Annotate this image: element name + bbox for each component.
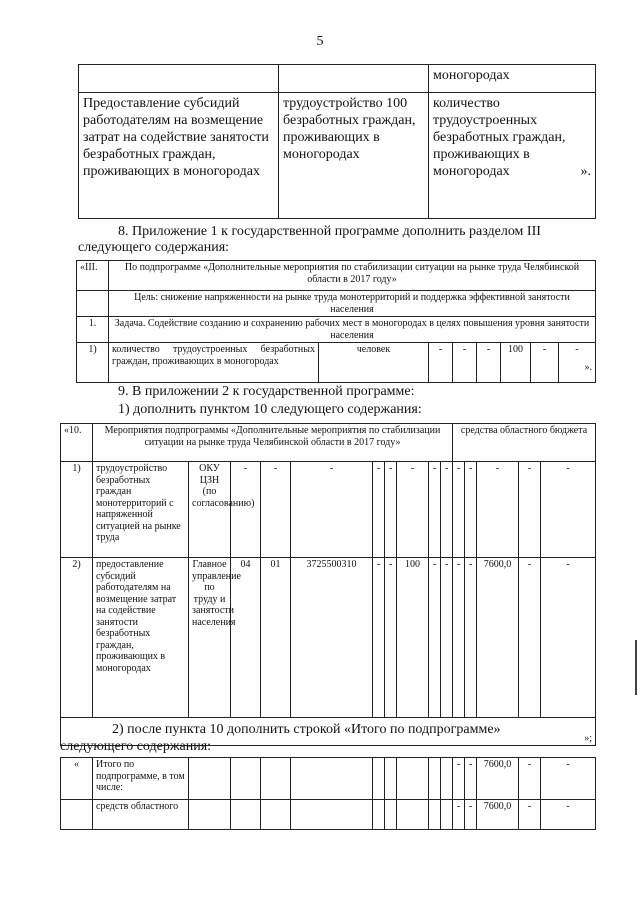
table-cell: - xyxy=(231,462,261,558)
table-cell: 04 xyxy=(231,558,261,718)
table-row xyxy=(77,261,596,291)
table-cell xyxy=(261,758,291,800)
table-cell: ОКУ ЦЗН (по согласованию) xyxy=(189,462,231,558)
table-cell: - xyxy=(441,462,453,558)
table-cell: - xyxy=(477,343,501,383)
table-cell: трудоустройство 100 безработных граждан, проживающих в моногородах xyxy=(279,93,429,219)
table-cell: - xyxy=(373,462,385,558)
table-cell xyxy=(291,800,373,830)
table-row xyxy=(77,291,596,317)
table-cell: - xyxy=(429,462,441,558)
table-cell: Главное управление по труду и занятости населения xyxy=(189,558,231,718)
cell-value: - xyxy=(575,344,579,355)
table-cell: - xyxy=(541,462,596,558)
table-cell: - xyxy=(385,558,397,718)
table-cell xyxy=(385,800,397,830)
table-cell: «10. xyxy=(61,424,93,462)
table-cell: 3725500310 xyxy=(291,558,373,718)
table-cell: - xyxy=(541,758,596,800)
paragraph-2-line2: следующего содержания: xyxy=(60,739,212,754)
measures-table xyxy=(60,423,596,746)
activities-table xyxy=(78,64,596,219)
table-cell xyxy=(397,800,429,830)
table-cell: - xyxy=(519,800,541,830)
table-cell: - xyxy=(429,558,441,718)
table-cell xyxy=(279,65,429,93)
paragraph-2-line1: 2) после пункта 10 дополнить строкой «Итого по подпрограмме» xyxy=(112,722,501,737)
table-cell: - xyxy=(291,462,373,558)
paragraph-9-line1: 9. В приложении 2 к государственной программе: xyxy=(118,384,415,399)
scan-edge-line xyxy=(635,640,637,695)
paragraph-9-line2: 1) дополнить пунктом 10 следующего содержания: xyxy=(118,402,422,417)
table-cell xyxy=(429,800,441,830)
table-cell: - xyxy=(441,558,453,718)
table-row xyxy=(61,462,596,558)
table-row xyxy=(79,65,596,93)
table-cell: - xyxy=(465,558,477,718)
table-cell: - xyxy=(453,558,465,718)
table-cell: - xyxy=(465,800,477,830)
table-cell xyxy=(441,758,453,800)
table-cell: предоставление субсидий работодателям на возмещение затрат на содействие занятости безработных граждан, проживающих в моногородах xyxy=(93,558,189,718)
table-cell: - xyxy=(453,758,465,800)
table-cell xyxy=(441,800,453,830)
closing-quote: ». xyxy=(580,164,591,180)
table-cell xyxy=(373,800,385,830)
funds-header: средства областного бюджета xyxy=(453,424,596,462)
table-cell: Предоставление субсидий работодателям на возмещение затрат на содействие занятости безработных граждан, проживающих в моногородах xyxy=(79,93,279,219)
paragraph-8-line2: следующего содержания: xyxy=(78,240,230,255)
table-cell: 01 xyxy=(261,558,291,718)
table-cell xyxy=(559,343,596,383)
table-cell: моногородах xyxy=(429,65,596,93)
totals-table xyxy=(60,757,596,830)
table-cell xyxy=(61,800,93,830)
table-cell xyxy=(373,758,385,800)
task-text: Задача. Содействие созданию и сохранению рабочих мест в моногородах в целях повышения уровня занятости населения xyxy=(109,317,596,343)
table-cell: средств областного xyxy=(93,800,189,830)
table-row xyxy=(77,317,596,343)
table-cell: - xyxy=(385,462,397,558)
table-cell: - xyxy=(465,462,477,558)
table-cell: 7600,0 xyxy=(477,800,519,830)
measures-header: Мероприятия подпрограммы «Дополнительные мероприятия по стабилизации ситуации на рынке труда Челябинской области в 2017 году» xyxy=(93,424,453,462)
table-cell: 1) xyxy=(77,343,109,383)
indicators-table xyxy=(76,260,596,383)
closing-quote: ». xyxy=(584,361,592,373)
table-cell: 1) xyxy=(61,462,93,558)
page-number: 5 xyxy=(316,34,324,49)
table-cell xyxy=(429,93,596,219)
table-cell xyxy=(429,758,441,800)
task-number: 1. xyxy=(77,317,109,343)
open-quote: « xyxy=(61,758,93,800)
table-cell: 100 xyxy=(501,343,531,383)
table-cell: - xyxy=(531,343,559,383)
table-row xyxy=(77,343,596,383)
table-cell xyxy=(385,758,397,800)
table-cell xyxy=(291,758,373,800)
table-cell: человек xyxy=(319,343,429,383)
table-cell: 2) xyxy=(61,558,93,718)
table-cell xyxy=(261,800,291,830)
table-cell xyxy=(79,65,279,93)
table-row xyxy=(61,758,596,800)
table-cell: - xyxy=(429,343,453,383)
table-cell: - xyxy=(519,758,541,800)
table-cell xyxy=(231,800,261,830)
table-cell: - xyxy=(519,558,541,718)
table-cell: - xyxy=(465,758,477,800)
table-cell: количество трудоустроенных безработных граждан, проживающих в моногородах xyxy=(109,343,319,383)
table-cell xyxy=(231,758,261,800)
table-row xyxy=(61,800,596,830)
table-cell xyxy=(189,800,231,830)
table-cell: - xyxy=(453,462,465,558)
table-cell: - xyxy=(477,462,519,558)
indicator-text: количество трудоустроенных безработных граждан, проживающих в моногородах xyxy=(433,96,566,180)
table-cell xyxy=(189,758,231,800)
table-cell: - xyxy=(519,462,541,558)
table-cell: - xyxy=(453,800,465,830)
table-cell: трудоустройство безработных граждан монотерриторий с напряженной ситуацией на рынке труда xyxy=(93,462,189,558)
table-cell: Итого по подпрограмме, в том числе: xyxy=(93,758,189,800)
table-cell: 7600,0 xyxy=(477,558,519,718)
paragraph-8-line1: 8. Приложение 1 к государственной программе дополнить разделом III xyxy=(118,224,541,239)
subprogram-title: По подпрограмме «Дополнительные мероприятия по стабилизации ситуации на рынке труда Челябинской области в 2017 году» xyxy=(109,261,596,291)
table-cell xyxy=(397,758,429,800)
table-cell: - xyxy=(373,558,385,718)
table-cell: 100 xyxy=(397,558,429,718)
table-cell: - xyxy=(397,462,429,558)
table-cell: - xyxy=(541,800,596,830)
closing-quote: »; xyxy=(584,732,593,744)
table-cell: - xyxy=(541,558,596,718)
table-cell: 7600,0 xyxy=(477,758,519,800)
table-row xyxy=(79,93,596,219)
table-cell: - xyxy=(453,343,477,383)
table-row xyxy=(61,558,596,718)
table-row xyxy=(61,424,596,462)
section-number: «III. xyxy=(77,261,109,291)
table-cell xyxy=(77,291,109,317)
table-cell: - xyxy=(261,462,291,558)
goal-text: Цель: снижение напряженности на рынке труда монотерриторий и поддержка эффективной занятости населения xyxy=(109,291,596,317)
